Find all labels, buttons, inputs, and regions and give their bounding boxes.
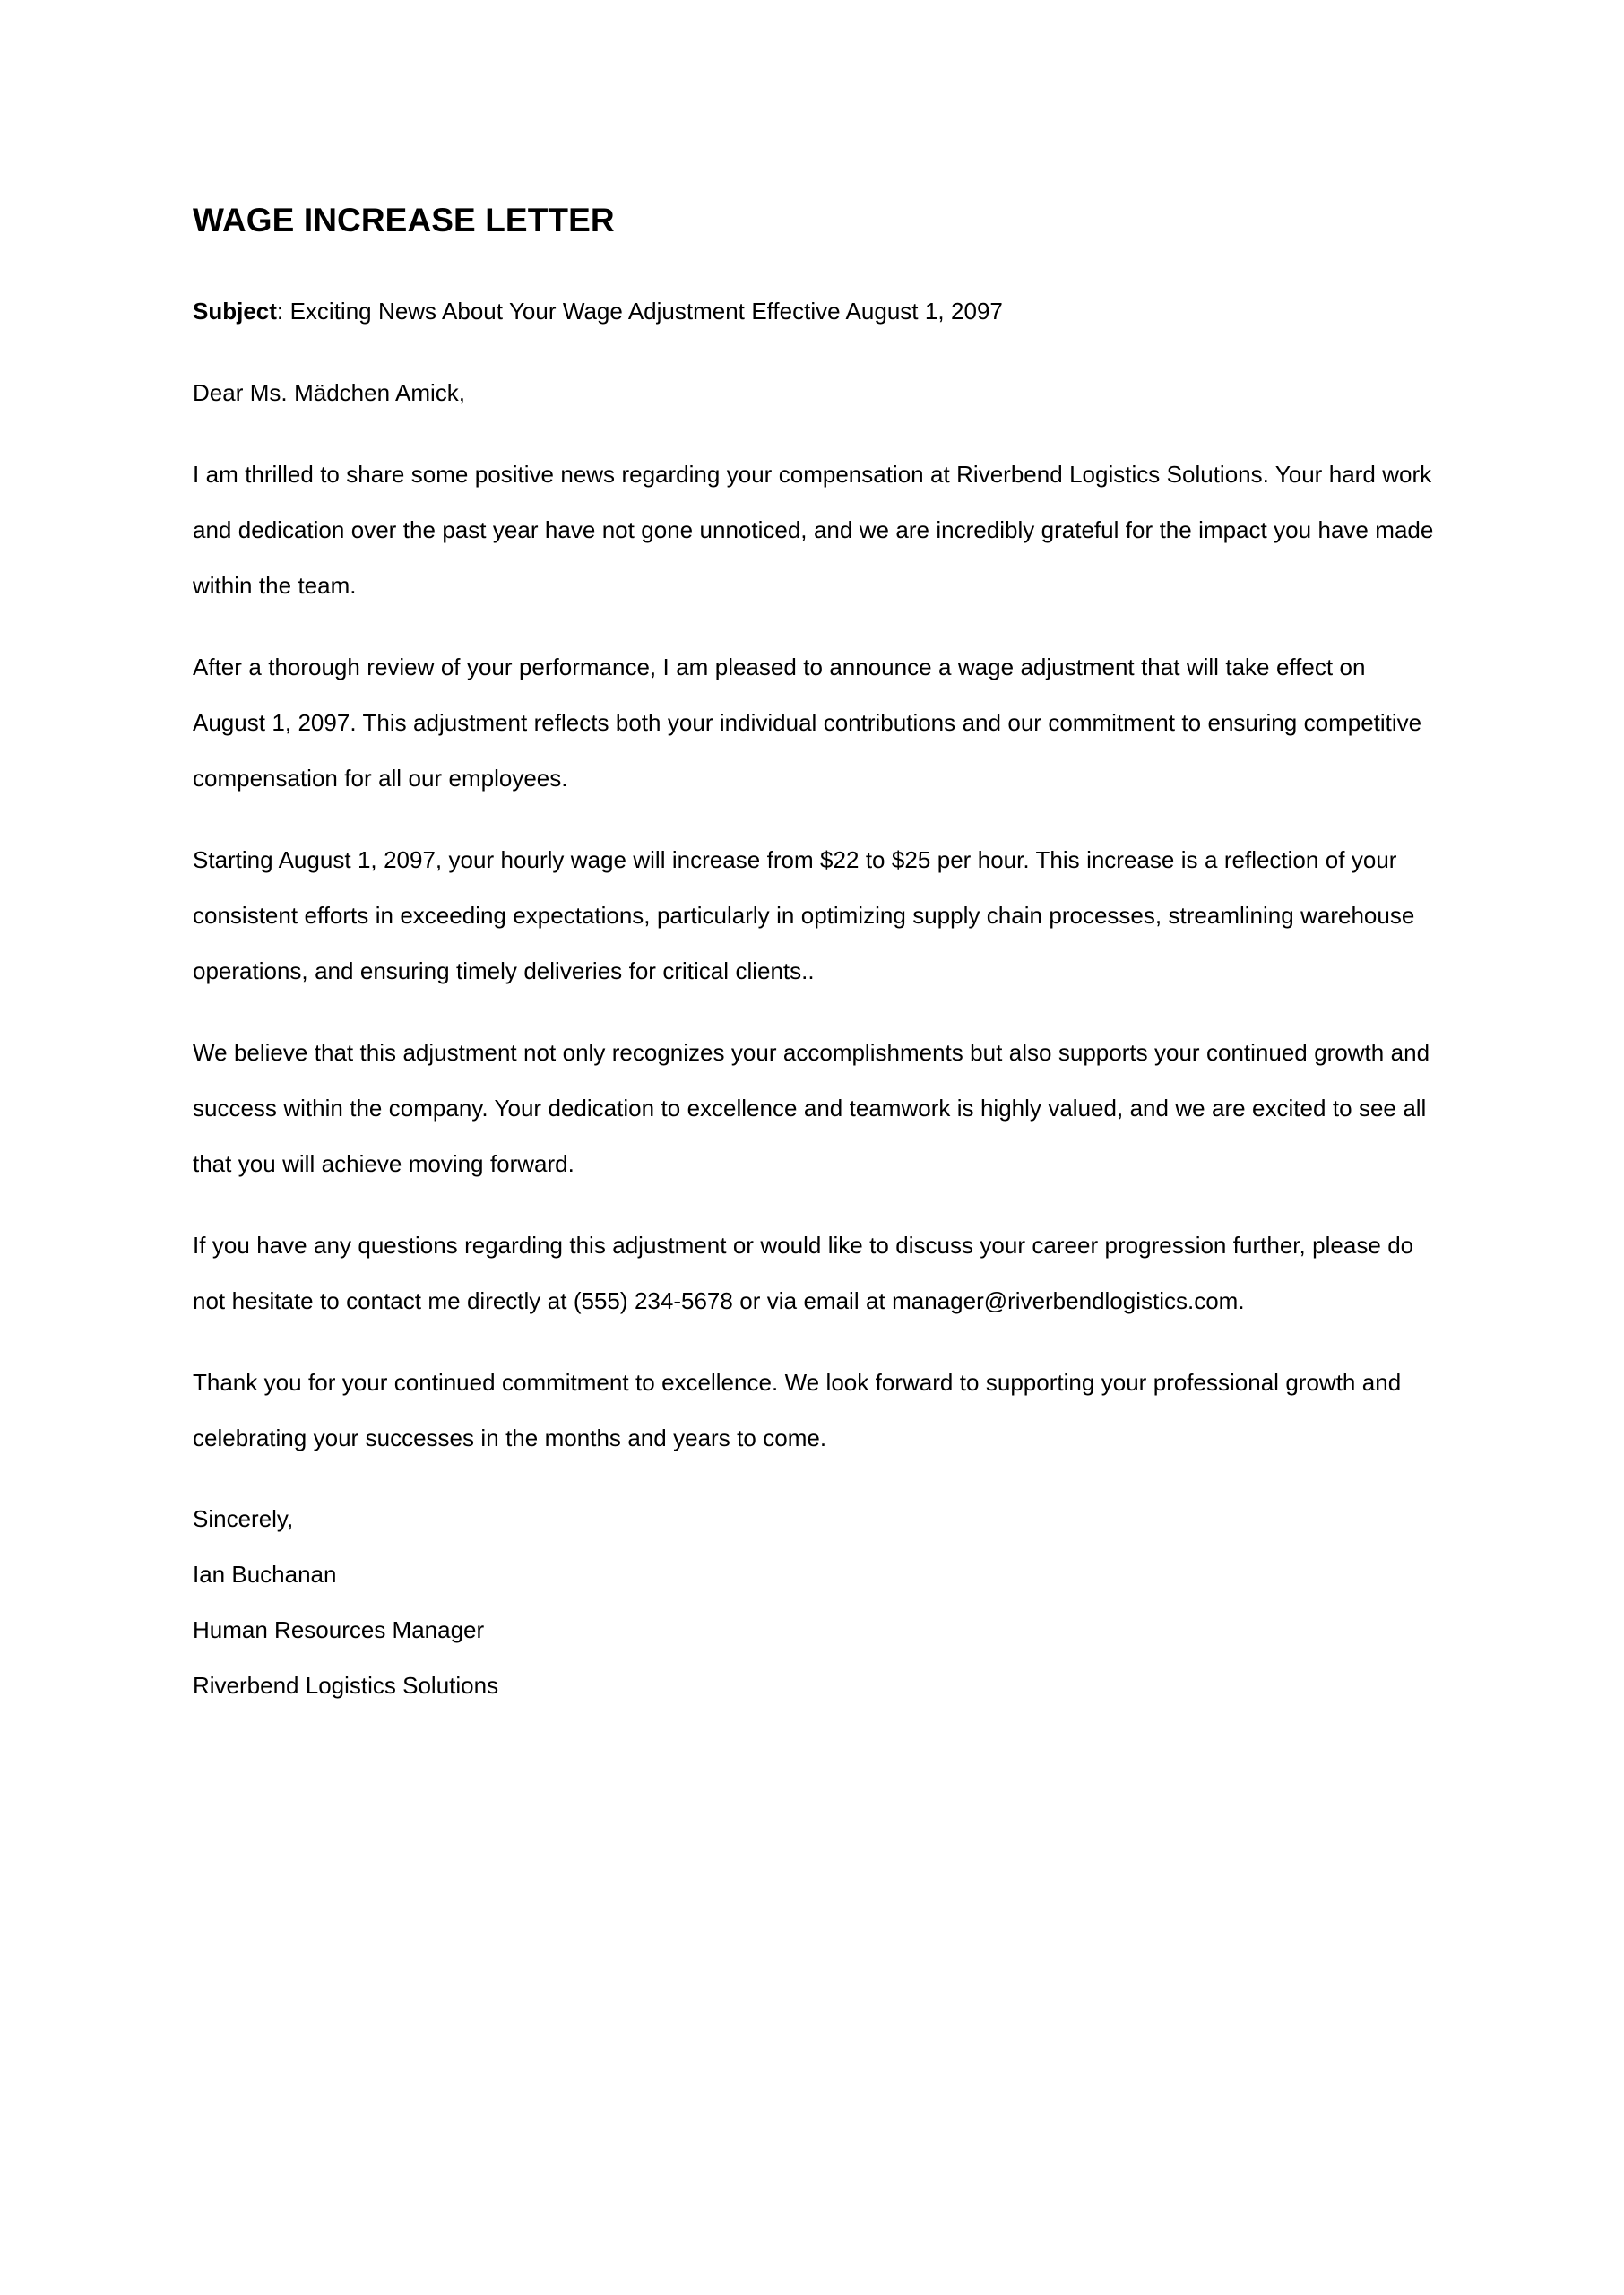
company-name: Riverbend Logistics Solutions <box>193 1671 499 1699</box>
page-title: WAGE INCREASE LETTER <box>193 202 615 238</box>
body-paragraph-5: If you have any questions regarding this adjustment or would like to discuss your career progression further, please do not hesitate to contact me directly at (555) 234-5678 or via email at manager@riverbendlogistics.com. <box>193 1231 1414 1314</box>
letter-content <box>193 0 1438 1713</box>
sender-name: Ian Buchanan <box>193 1560 337 1588</box>
body-paragraph-2: After a thorough review of your performance, I am pleased to announce a wage adjustment that will take effect on August 1, 2097. This adjustment reflects both your individual contributions and our commitment to ensuring competitive compensation for all our employees. <box>193 653 1422 792</box>
signature-block <box>193 1466 1438 1713</box>
body-paragraph-6: Thank you for your continued commitment to excellence. We look forward to supporting your professional growth and celebrating your successes in the months and years to come. <box>193 1368 1402 1451</box>
valediction: Sincerely, <box>193 1504 294 1532</box>
subject-line <box>193 238 1438 339</box>
sender-title: Human Resources Manager <box>193 1615 485 1643</box>
subject-text: Exciting News About Your Wage Adjustment Effective August 1, 2097 <box>289 297 1003 325</box>
subject-label: Subject <box>193 297 277 325</box>
salutation: Dear Ms. Mädchen Amick, <box>193 378 466 406</box>
body-paragraph-3: Starting August 1, 2097, your hourly wage will increase from $22 to $25 per hour. This increase is a reflection of your consistent efforts in exceeding expectations, particularly in optimizing supply chain processes, streamlining warehouse operations, and ensuring timely deliveries for critical clients.. <box>193 845 1415 984</box>
subject-separator: : <box>276 297 290 325</box>
body-paragraph-1: I am thrilled to share some positive news regarding your compensation at Riverbend Logistics Solutions. Your hard work and dedication over the past year have not gone unnoticed, and we are incredibly grateful for the impact you have made within the team. <box>193 460 1434 599</box>
body-paragraph-4: We believe that this adjustment not only recognizes your accomplishments but also supports your continued growth and success within the company. Your dedication to excellence and teamwork is highly valued, and we are excited to see all that you will achieve moving forward. <box>193 1038 1430 1177</box>
